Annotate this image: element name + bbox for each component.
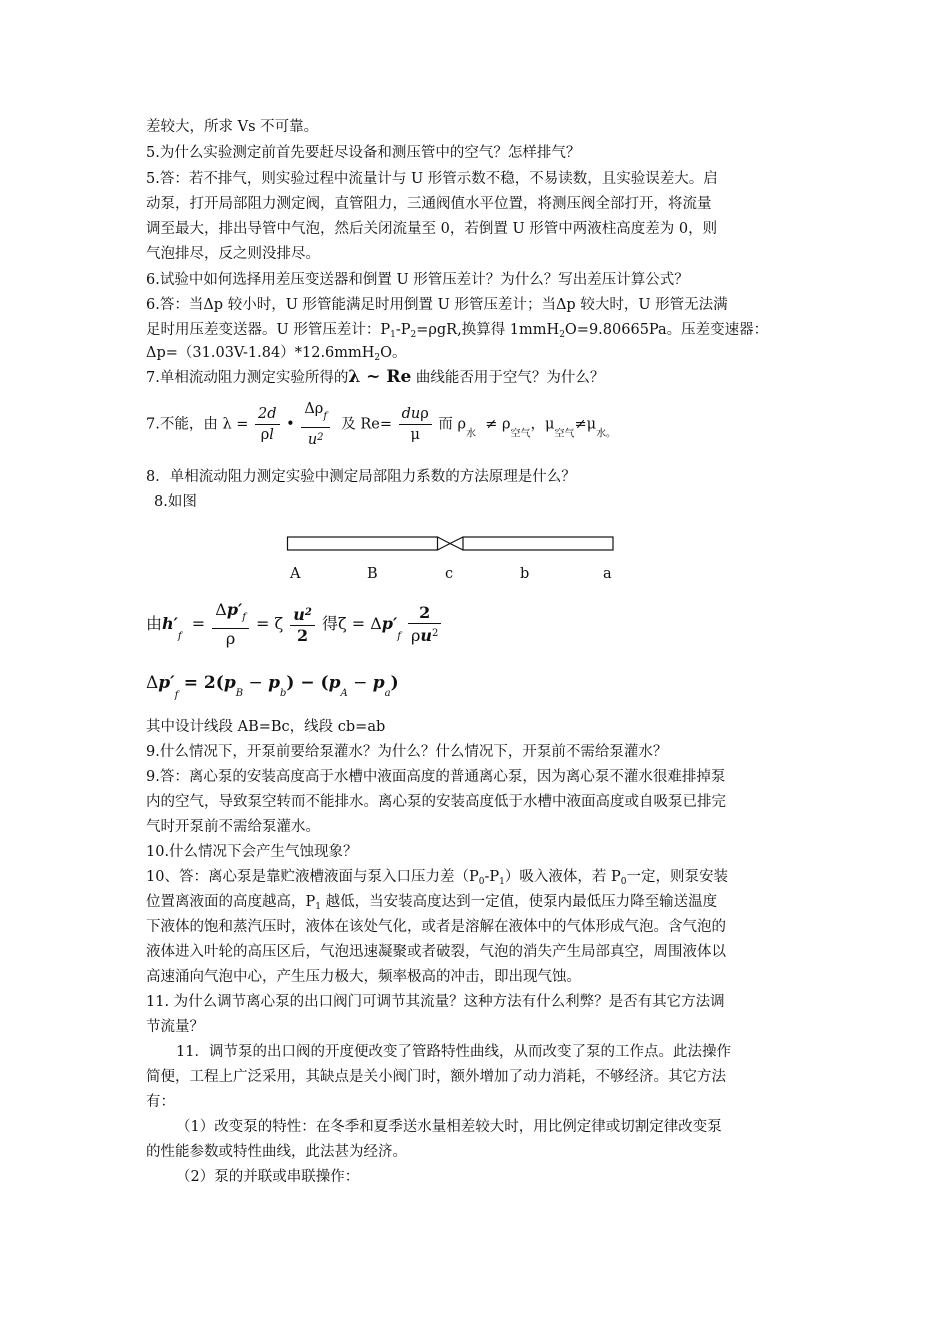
text: 一定，则泵安装 — [626, 869, 728, 885]
answer-6-line: 6.答：当Δp 较小时，U 形管能满足时用倒置 U 形管压差计；当Δp 较大时，U 形管无法满 — [146, 297, 728, 313]
answer-5-line: 动泵，打开局部阻力测定阀，直管阻力，三通阀值水平位置，将测压阀全部打开，将流量 — [146, 196, 712, 212]
text: 足时用压差变送器。U 形管压差计：P — [146, 322, 391, 338]
text: Δp=（31.03V-1.84）*12.6mmH — [146, 345, 375, 361]
answer-11-line: （2）泵的并联或串联操作： — [176, 1169, 360, 1185]
fraction-2d-over-rho-l: $\frac{2d}{\rho l}$ — [255, 404, 280, 445]
answer-8: 8.如图 — [154, 494, 197, 510]
answer-6-line: 足时用压差变送器。U 形管压差计：$P_1-P_2=\rho gR$,换算得 1mmH$_2$O=9.80665Pa。压差变速器： — [146, 322, 769, 340]
answer-11-line: （1）改变泵的特性：在冬季和夏季送水量相差较大时，用比例定律或切割定律改变泵 — [176, 1119, 722, 1135]
text: 得ζ — [321, 614, 347, 633]
pipe-label-B: B — [367, 566, 378, 582]
text: -P — [395, 322, 411, 338]
answer-10-line: 10、答：离心泵是靠贮液槽液面与泵入口压力差$(P_0-P_1)$吸入液体，若 $P_0$一定，则泵安装 — [146, 869, 728, 887]
text: O=9.80665Pa。压差变速器： — [564, 322, 769, 338]
valve-icon — [438, 537, 464, 550]
answer-11-line: 11．调节泵的出口阀的开度便改变了管路特性曲线，从而改变了泵的工作点。此法操作 — [176, 1044, 731, 1060]
text: -P — [484, 869, 500, 885]
answer-7-formula: 7.不能，由 λ = $\frac{2d}{\rho l}$ • $\frac{\Delta\rho_f}{u^2}$ 及 Re= $\frac{\text{duρ}}{\mu}$ 而 $\rho_水 \ne \rho_{空气}$，$\mu_{空气}\ne\mu_{水。}$ — [146, 401, 617, 448]
answer-10-line: 液体进入叶轮的高压区后，气泡迅速凝聚或者破裂，气泡的消失产生局部真空，周围液体以 — [146, 944, 726, 960]
answer-11-line: 有： — [146, 1094, 175, 1110]
text: 10、答：离心泵是靠贮液槽液面与泵入口压力差（P — [146, 869, 479, 885]
pipe-label-b: b — [520, 566, 530, 582]
answer-9-line: 内的空气，导致泵空转而不能排水。离心泵的安装高度低于水槽中液面高度或自吸泵已排完 — [146, 794, 726, 810]
question-8: 8．单相流动阻力测定实验中测定局部阻力系数的方法原理是什么？ — [146, 469, 576, 485]
zeta-formula: 由$h'_f$ = $\frac{\Delta p'_f}{\rho}$ = ζ $\frac{u^2}{2}$ 得$\zeta = \Delta p'_f$ $\frac{2}{\rho u^2}$ — [146, 600, 443, 660]
question-5: 5.为什么实验测定前首先要赶尽设备和测压管中的空气？怎样排气？ — [146, 145, 581, 161]
answer-11-line: 的性能参数或特性曲线，此法甚为经济。 — [146, 1144, 407, 1160]
answer-10-line: 位置离液面的高度越高，$P_1$ 越低，当安装高度达到一定值，使泵内最低压力降至输送温度 — [146, 894, 718, 912]
question-7 — [146, 367, 604, 388]
question-11: 节流量？ — [146, 1019, 204, 1035]
text: 7.单相流动阻力测定实验所得的 — [146, 370, 349, 386]
text: 曲线能否用于空气？为什么？ — [411, 370, 605, 386]
question-10: 10.什么情况下会产生气蚀现象？ — [146, 844, 358, 860]
question-11: 11. 为什么调节离心泵的出口阀门可调节其流量？这种方法有什么利弊？是否有其它方法调 — [146, 994, 725, 1010]
answer-10-line: 高速涌向气泡中心，产生压力极大，频率极高的冲击，即出现气蚀。 — [146, 969, 581, 985]
pipe-diagram — [286, 534, 616, 554]
text: 越低，当安装高度达到一定值，使泵内最低压力降至输送温度 — [321, 894, 718, 910]
answer-11-line: 简便，工程上广泛采用，其缺点是关小阀门时，额外增加了动力消耗，不够经济。其它方法 — [146, 1069, 726, 1085]
answer-5-line: 调至最大，排出导管中气泡，然后关闭流量至 0，若倒置 U 形管中两液柱高度差为 0，则 — [146, 221, 718, 237]
segment-note: 其中设计线段 AB=Bc，线段 cb=ab — [146, 719, 386, 735]
text: O。 — [380, 345, 407, 361]
fraction-du-rho-over-mu: $\frac{\text{duρ}}{\mu}$ — [399, 404, 432, 445]
question-9: 9.什么情况下，开泵前要给泵灌水？为什么？什么情况下，开泵前不需给泵灌水？ — [146, 744, 668, 760]
text: =ρgR,换算得 1mmH — [416, 322, 560, 338]
subscript: 水。 — [596, 428, 617, 440]
text: 及 Re= — [341, 416, 393, 433]
pressure-drop-formula: $\Delta p'_f = 2(p_B - p_b) - (p_A - p_a)$ — [146, 673, 399, 701]
fraction-2-over-rho-u2: $\frac{2}{\rho u^2}$ — [408, 603, 441, 646]
subscript: 空气 — [510, 428, 531, 440]
answer-5-line: 气泡排尽，反之则没排尽。 — [146, 246, 320, 262]
question-6: 6.试验中如何选择用差压变送器和倒置 U 形管压差计？为什么？写出差压计算公式？ — [146, 272, 689, 288]
text: 由 — [146, 614, 163, 633]
text: ）吸入液体，若 P — [504, 869, 621, 885]
pipe-right-section — [463, 537, 613, 550]
text: ≠μ — [574, 416, 597, 433]
fraction-dp-over-rho: $\frac{\Delta p'_f}{\rho}$ — [212, 600, 249, 649]
lambda-re-symbol: λ ~ Re — [348, 367, 412, 387]
text: ，μ — [530, 416, 555, 433]
text: 而 ρ — [438, 416, 467, 433]
answer-9-line: 9.答：离心泵的安装高度高于水槽中液面高度的普通离心泵，因为离心泵不灌水很难排掉泵 — [146, 769, 726, 785]
text: 位置离液面的高度越高，P — [146, 894, 316, 910]
pipe-label-c: c — [445, 566, 454, 582]
subscript: 水 — [466, 428, 477, 440]
pipe-label-a: a — [603, 566, 612, 582]
answer-10-line: 下液体的饱和蒸汽压时，液体在该处气化，或者是溶解在液体中的气体形成气泡。含气泡的 — [146, 919, 726, 935]
text-line: 差较大，所求 Vs 不可靠。 — [146, 119, 319, 135]
fraction-u2-over-2: $\frac{u^2}{2}$ — [290, 603, 315, 646]
subscript: 空气 — [554, 428, 575, 440]
answer-6-line: Δp=（31.03V-1.84）*12.6mmH$_2$O。 — [146, 345, 407, 363]
answer-9-line: 气时开泵前不需给泵灌水。 — [146, 819, 320, 835]
answer-5-line: 5.答：若不排气，则实验过程中流量计与 U 形管示数不稳，不易读数，且实验误差大。启 — [146, 171, 718, 187]
pipe-label-A: A — [290, 566, 301, 582]
fraction-delta-rho-over-u2: $\frac{\Delta\rho_f}{u^2}$ — [301, 399, 330, 450]
pipe-left-section — [288, 537, 438, 550]
text: 7.不能，由 λ = — [146, 416, 249, 433]
